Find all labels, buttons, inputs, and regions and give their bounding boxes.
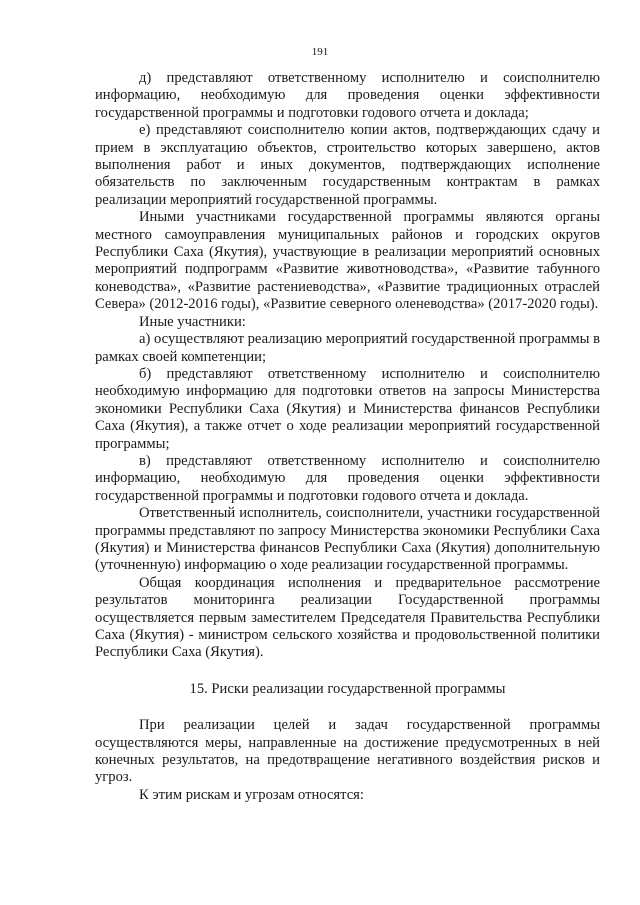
paragraph-responsible-executor: Ответственный исполнитель, соисполнители, участники государственной программы представляют по запросу Министерства экономики Республики Саха (Якутия) и Министерства финансов Республики Саха (Якутия) дополнительную (уточненную) информацию о ходе реализации государственной программы. — [95, 505, 600, 574]
paragraph-other-participants-label: Иные участники: — [139, 313, 246, 330]
paragraph-risk-measures: При реализации целей и задач государственной программы осуществляются меры, направленные на достижение предусмотренных в ней конечных результатов, на предотвращение негативного воздействия рисков и угроз. — [95, 717, 600, 786]
paragraph-a: а) осуществляют реализацию мероприятий государственной программы в рамках своей компетенции; — [95, 331, 600, 365]
section-heading: 15. Риски реализации государственной программы — [189, 680, 506, 697]
paragraph-other-participants: Иными участниками государственной программы являются органы местного самоуправления муниципальных районов и городских округов Республики Саха (Якутия), участвующие в реализации мероприятий основных мероприятий подпрограмм «Развитие животноводства», «Развитие табунного коневодства», «Развитие растениеводства», «Развитие традиционных отраслей Севера» (2012-2016 годы), «Развитие северного оленеводства» (2017-2020 годы). — [95, 209, 600, 313]
page-number: 191 — [311, 46, 329, 58]
paragraph-v: в) представляют ответственному исполнителю и соисполнителю информацию, необходимую для проведения оценки эффективности государственной программы и подготовки годового отчета и доклада. — [95, 452, 600, 504]
document-body — [95, 70, 600, 804]
paragraph-risk-list-intro: К этим рискам и угрозам относятся: — [139, 786, 364, 803]
paragraph-d: д) представляют ответственному исполнителю и соисполнителю информацию, необходимую для проведения оценки эффективности государственной программы и подготовки годового отчета и доклада; — [95, 70, 600, 121]
paragraph-b: б) представляют ответственному исполнителю и соисполнителю необходимую информацию для подготовки ответов на запросы Министерства экономики Республики Саха (Якутия) и Министерства финансов Республики Саха (Якутия), а также отчет о ходе реализации мероприятий государственной программы; — [95, 365, 600, 452]
paragraph-e: е) представляют соисполнителю копии актов, подтверждающих сдачу и прием в эксплуатацию объектов, строительство которых завершено, актов выполнения работ и иных документов, подтверждающих исполнение обязательств по заключенным государственным контрактам в рамках реализации мероприятий государственной программы. — [95, 122, 600, 208]
paragraph-coordination: Общая координация исполнения и предварительное рассмотрение результатов мониторинга реализации Государственной программы осуществляется первым заместителем Председателя Правительства Республики Саха (Якутия) - министром сельского хозяйства и продовольственной политики Республики Саха (Якутия). — [95, 574, 600, 661]
